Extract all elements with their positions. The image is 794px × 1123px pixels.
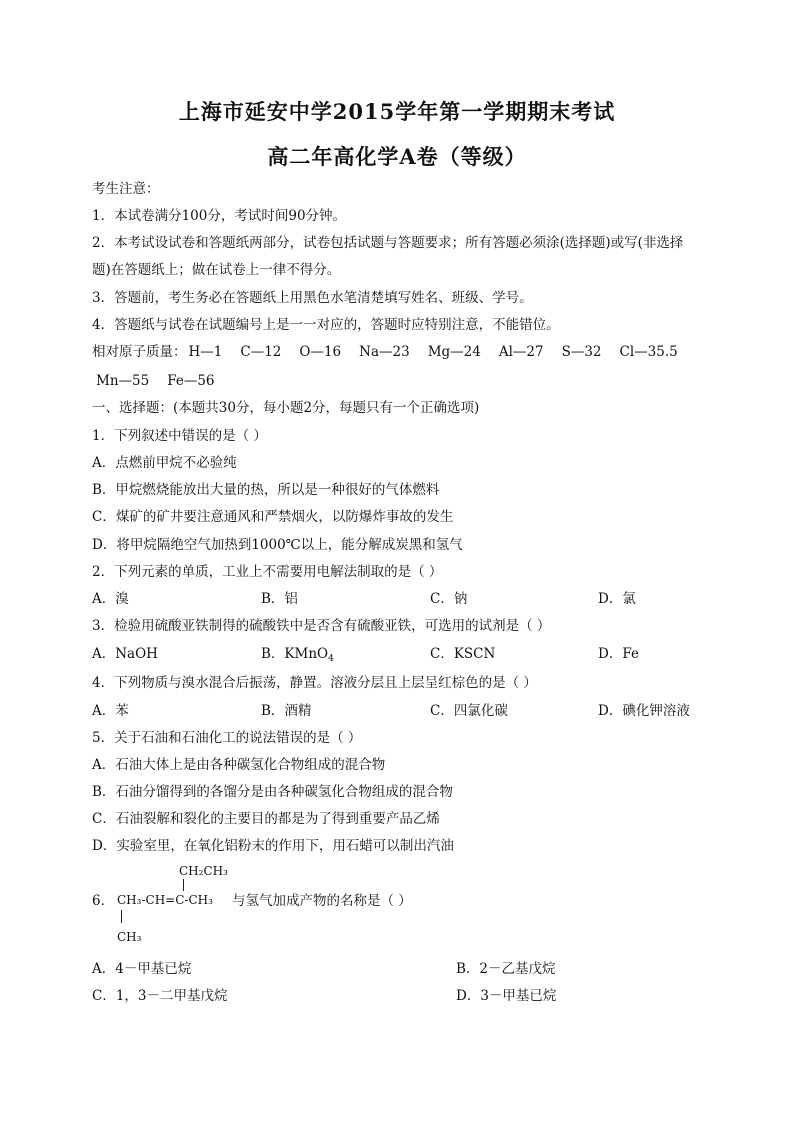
- option-d: D．Fe: [598, 646, 639, 662]
- option-c: C．煤矿的矿井要注意通风和严禁烟火，以防爆炸事故的发生: [92, 509, 454, 525]
- question-stem: 5．关于石油和石油化工的说法错误的是（ ）: [92, 730, 362, 746]
- exam-subtitle: 高二年高化学A卷（等级）: [267, 144, 527, 169]
- notice-heading: 考生注意：: [92, 181, 160, 197]
- atomic-mass-entry: Mg—24: [427, 344, 481, 360]
- structure-main-chain: CH₃-CH=C-CH₃: [117, 893, 213, 907]
- option-b-text: B．KMnO: [261, 646, 329, 662]
- notice-item: 题)在答题纸上；做在试卷上一律不得分。: [92, 262, 341, 278]
- question-stem: 4．下列物质与溴水混合后振荡，静置。溶液分层且上层呈红棕色的是（ ）: [92, 675, 537, 691]
- atomic-mass-entry: O—16: [299, 344, 342, 360]
- atomic-mass-line-2: [96, 373, 215, 389]
- atomic-mass-entry: H—1: [188, 344, 223, 360]
- option-d: D．碘化钾溶液: [598, 703, 690, 719]
- option-a: A．点燃前甲烷不必验纯: [92, 455, 237, 471]
- structure-bond-up: [183, 879, 184, 891]
- notice-item: 3．答题前，考生务必在答题纸上用黑色水笔清楚填写姓名、班级、学号。: [92, 290, 533, 306]
- atomic-mass-entry: Fe—56: [167, 373, 215, 389]
- option-a: A．NaOH: [92, 646, 158, 662]
- question-stem: 与氢气加成产物的名称是（ ）: [232, 893, 412, 909]
- atomic-mass-entry: Cl—35.5: [619, 344, 678, 360]
- question-stem: 1．下列叙述中错误的是（ ）: [92, 428, 267, 444]
- question-stem: 2．下列元素的单质，工业上不需要用电解法制取的是（ ）: [92, 564, 443, 580]
- atomic-mass-line: [92, 344, 678, 360]
- question-number: 6．: [92, 893, 115, 909]
- structure-bond-down: [121, 910, 122, 923]
- option-c: C．石油裂解和裂化的主要目的都是为了得到重要产品乙烯: [92, 811, 440, 827]
- option-d: D．实验室里，在氧化铝粉末的作用下，用石蜡可以制出汽油: [92, 838, 454, 854]
- section-heading: 一、选择题：(本题共30分，每小题2分，每题只有一个正确选项): [92, 400, 480, 416]
- option-d: D．3－甲基已烷: [456, 988, 557, 1004]
- option-d: D．将甲烷隔绝空气加热到1000℃以上，能分解成炭黑和氢气: [92, 537, 463, 553]
- notice-item: 4．答题纸与试卷在试题编号上是一一对应的，答题时应特别注意，不能错位。: [92, 317, 560, 333]
- atomic-mass-entry: Al—27: [498, 344, 544, 360]
- option-b: B．酒精: [261, 703, 312, 719]
- question-stem: 3．检验用硫酸亚铁制得的硫酸铁中是否含有硫酸亚铁，可选用的试剂是（ ）: [92, 618, 551, 634]
- subscript: 4: [328, 654, 334, 664]
- option-a: A．4－甲基已烷: [92, 961, 192, 977]
- exam-title: 上海市延安中学2015学年第一学期期末考试: [178, 99, 616, 124]
- option-d: D．氯: [598, 591, 636, 607]
- option-b: B．2－乙基戊烷: [456, 961, 556, 977]
- atomic-mass-label: 相对原子质量：: [92, 344, 187, 360]
- option-a: A．石油大体上是由各种碳氢化合物组成的混合物: [92, 757, 386, 773]
- option-b: [261, 646, 334, 667]
- structure-top-group: CH₂CH₃: [179, 864, 228, 878]
- structure-bottom-group: CH₃: [117, 930, 142, 944]
- notice-item: 2．本考试设试卷和答题纸两部分，试卷包括试题与答题要求；所有答题必须涂(选择题)或写(非选择: [92, 235, 684, 251]
- option-a: A．溴: [92, 591, 129, 607]
- notice-item: 1．本试卷满分100分，考试时间90分钟。: [92, 208, 347, 224]
- option-b: B．铝: [261, 591, 298, 607]
- option-c: C．1，3－二甲基戊烷: [92, 988, 228, 1004]
- option-b: B．石油分馏得到的各馏分是由各种碳氢化合物组成的混合物: [92, 784, 453, 800]
- option-a: A．苯: [92, 703, 129, 719]
- option-c: C．四氯化碳: [430, 703, 508, 719]
- option-c: C．KSCN: [430, 646, 496, 662]
- atomic-mass-entry: C—12: [240, 344, 282, 360]
- atomic-mass-entry: Mn—55: [96, 373, 150, 389]
- option-b: B．甲烷燃烧能放出大量的热，所以是一种很好的气体燃料: [92, 482, 440, 498]
- option-c: C．钠: [430, 591, 468, 607]
- atomic-mass-entry: S—32: [561, 344, 602, 360]
- atomic-mass-entry: Na—23: [359, 344, 410, 360]
